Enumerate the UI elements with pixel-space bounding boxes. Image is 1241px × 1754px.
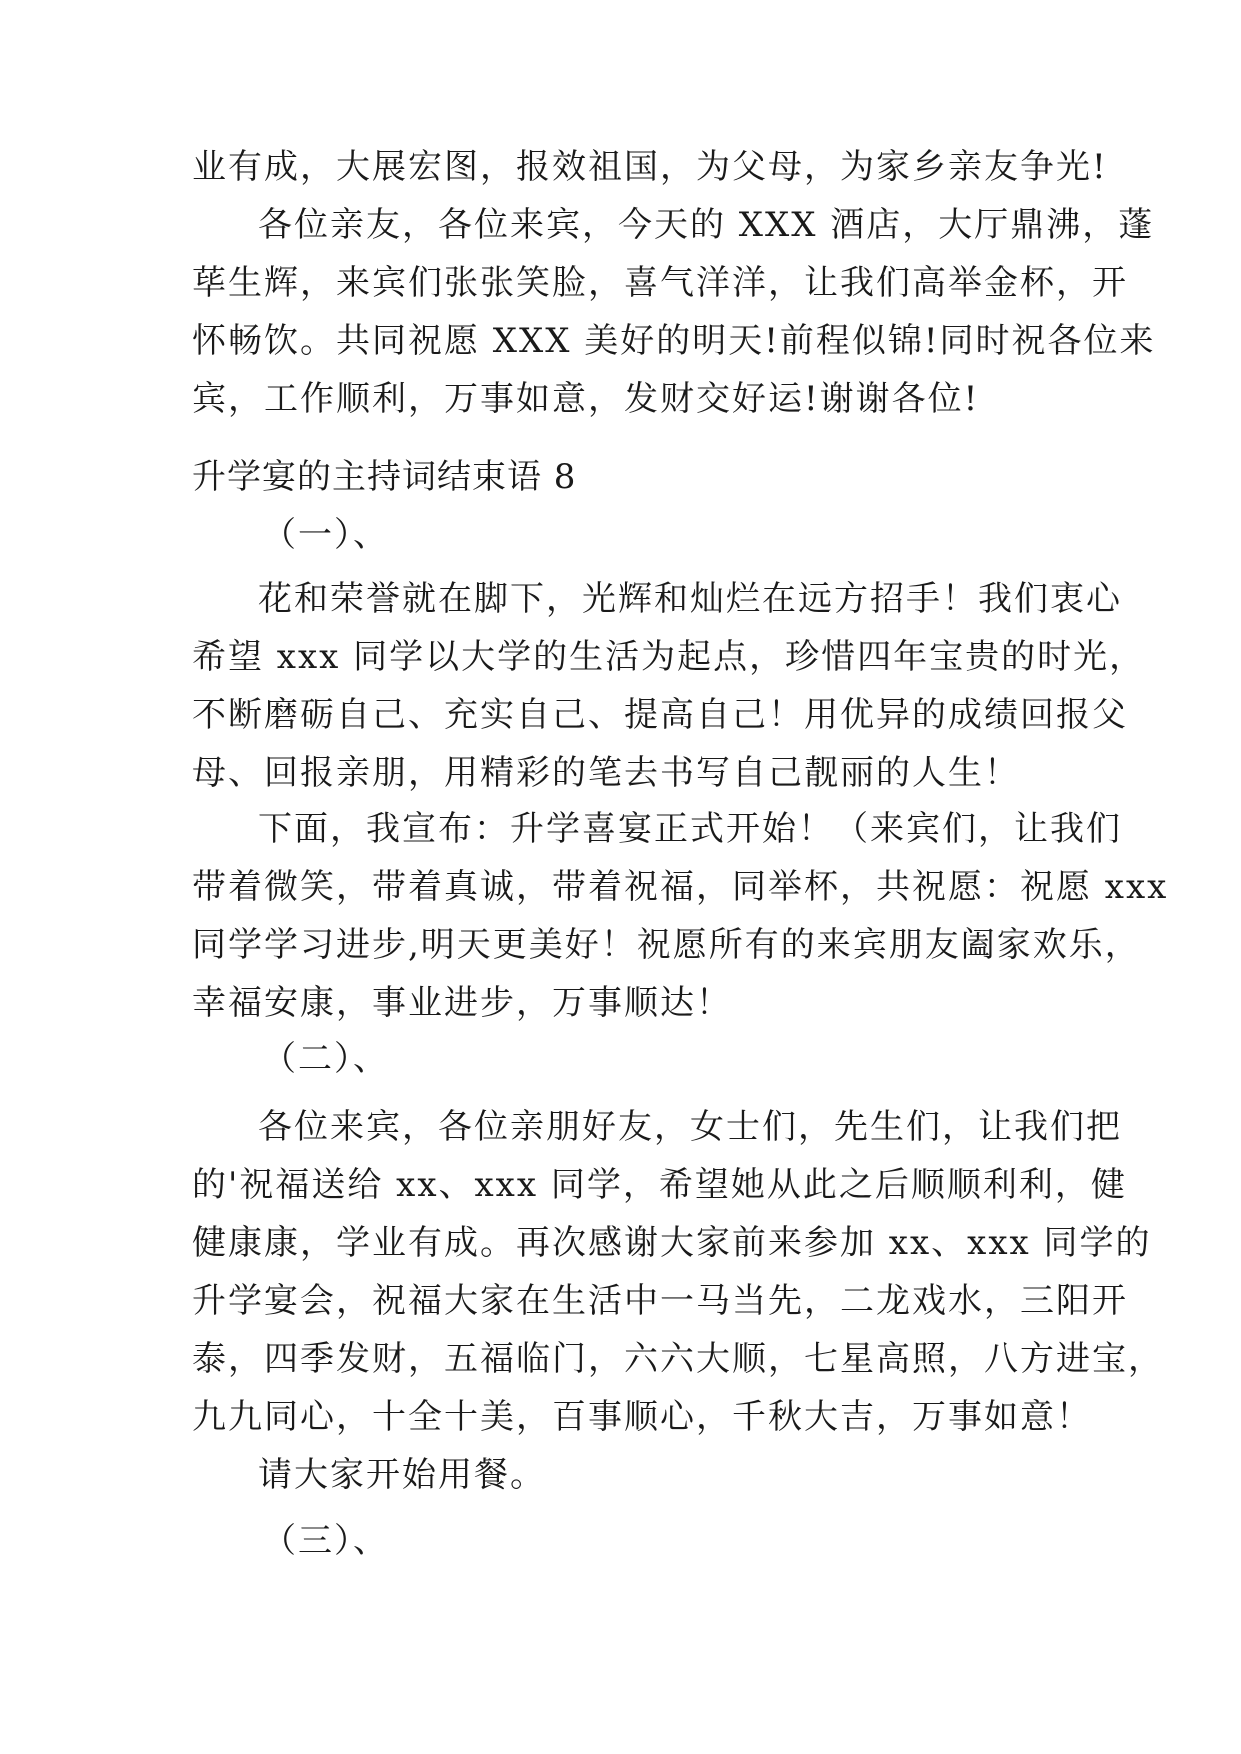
paragraph-line: 业有成，大展宏图，报效祖国，为父母，为家乡亲友争光!: [192, 147, 1108, 187]
paragraph-line: 花和荣誉就在脚下，光辉和灿烂在远方招手！我们衷心: [258, 579, 1122, 619]
section-body: [192, 506, 1062, 564]
subsection-block-2: [192, 1030, 1062, 1088]
subsection-label: （一）、: [262, 515, 389, 555]
paragraph-block-2: [192, 800, 1169, 1032]
paragraph-block-3: [192, 1098, 1164, 1446]
paragraph-line: 健康康，学业有成。再次感谢大家前来参加 xx、xxx 同学的: [192, 1223, 1152, 1263]
paragraph-line: 请大家开始用餐。: [258, 1455, 546, 1495]
paragraph-line: 各位亲友，各位来宾，今天的 XXX 酒店，大厅鼎沸，蓬: [258, 205, 1155, 245]
paragraph-line: 怀畅饮。共同祝愿 XXX 美好的明天!前程似锦!同时祝各位来: [192, 321, 1156, 361]
section-heading: 升学宴的主持词结束语 8: [192, 457, 577, 497]
paragraph-line: 不断磨砺自己、充实自己、提高自己！用优异的成绩回报父: [192, 695, 1128, 735]
subsection-label: （二）、: [262, 1039, 389, 1079]
document-body: [192, 138, 1156, 428]
paragraph-line: 带着微笑，带着真诚，带着祝福，同举杯，共祝愿：祝愿 xxx: [192, 867, 1169, 907]
paragraph-line: 泰，四季发财，五福临门，六六大顺，七星高照，八方进宝，: [192, 1339, 1164, 1379]
paragraph-line: 升学宴会，祝福大家在生活中一马当先，二龙戏水，三阳开: [192, 1281, 1128, 1321]
paragraph-line: 荜生辉，来宾们张张笑脸，喜气洋洋，让我们高举金杯，开: [192, 263, 1128, 303]
paragraph-line: 的'祝福送给 xx、xxx 同学，希望她从此之后顺顺利利，健: [192, 1165, 1127, 1205]
paragraph-line: 九九同心，十全十美，百事顺心，千秋大吉，万事如意！: [192, 1397, 1092, 1437]
paragraph-line: 幸福安康，事业进步，万事顺达！: [192, 983, 732, 1023]
paragraph-line: 宾，工作顺利，万事如意，发财交好运!谢谢各位!: [192, 379, 980, 419]
paragraph-line: 母、回报亲朋，用精彩的笔去书写自己靓丽的人生！: [192, 753, 1020, 793]
paragraph-line: 各位来宾，各位亲朋好友，女士们，先生们，让我们把: [258, 1107, 1122, 1147]
subsection-label: （三）、: [262, 1521, 389, 1561]
paragraph-line: 同学学习进步,明天更美好！祝愿所有的来宾朋友阖家欢乐，: [192, 925, 1141, 965]
paragraph-line: 下面，我宣布：升学喜宴正式开始！（来宾们，让我们: [258, 809, 1122, 849]
subsection-block-3: [192, 1512, 1062, 1570]
section-heading-block: [192, 448, 1062, 506]
paragraph-line: 希望 xxx 同学以大学的生活为起点，珍惜四年宝贵的时光，: [192, 637, 1146, 677]
paragraph-block-1: [192, 570, 1146, 802]
paragraph-block-4: [192, 1446, 1062, 1504]
